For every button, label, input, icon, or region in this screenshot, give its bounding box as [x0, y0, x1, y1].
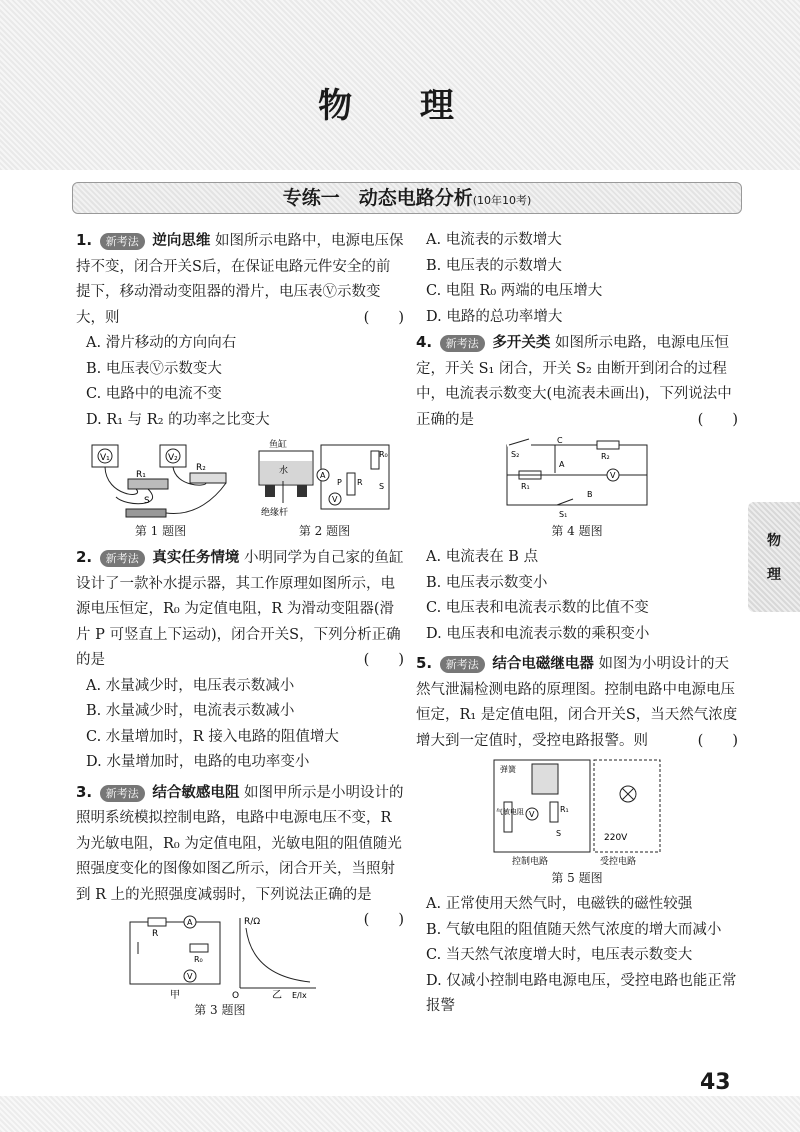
question-number: 5. — [416, 654, 433, 672]
fig4-label-r2: R₂ — [601, 452, 610, 461]
fig2-label-r: R — [356, 478, 363, 487]
q3-option-c: C. 电阻 R₀ 两端的电压增大 — [426, 283, 603, 299]
figure-5 — [492, 758, 662, 886]
figure-1-caption: 第 1 题图 — [134, 524, 187, 538]
fig1-label-s: S — [143, 496, 150, 506]
answer-blank: ( ) — [363, 912, 404, 928]
fig2-label-r0: R₀ — [378, 450, 388, 459]
fig3-label-origin: O — [231, 991, 239, 1000]
new-method-tag: 新考法 — [440, 335, 485, 352]
fig2-label-water: 水 — [278, 466, 288, 476]
option-d: D. 电压表和电流表示数的乘积变小 — [426, 625, 650, 642]
fig5-label-sensor: 气敏电阻 — [496, 808, 524, 816]
figure-3 — [120, 912, 320, 1018]
fig2-label-a: A — [319, 471, 325, 480]
fig4-label-v: V — [610, 471, 616, 480]
option-b: B. 电压表Ⓥ示数变大 — [86, 360, 222, 377]
figure-4 — [497, 437, 657, 539]
figure-5-drawing — [492, 758, 662, 868]
fig4-label-b: B — [587, 490, 593, 499]
page-title: 物 理 — [318, 86, 482, 126]
right-column — [416, 228, 738, 1024]
fig3-label-r-axis: R/Ω — [243, 917, 260, 927]
answer-blank: ( ) — [363, 309, 404, 326]
answer-blank: ( ) — [697, 411, 738, 428]
fig3-label-r0: R₀ — [193, 955, 203, 964]
fig4-label-r1: R₁ — [521, 482, 530, 491]
question-2 — [76, 545, 404, 776]
figure-3-drawing — [120, 912, 320, 1000]
option-a: A. 水量减少时，电压表示数减小 — [86, 677, 295, 694]
option-b: B. 电压表示数变小 — [426, 574, 548, 591]
fig2-label-p: P — [336, 478, 342, 487]
side-tab-char-2: 理 — [767, 567, 781, 583]
page-number: 43 — [700, 1070, 731, 1095]
question-5-options — [416, 892, 738, 1020]
section-title: 专练一 动态电路分析 — [282, 187, 473, 209]
question-stem: 如图所示电路中，电源电压保持不变，闭合开关S后，在保证电路元件安全的前提下，移动滑动变阻器的滑片，电压表Ⓥ示数变大，则 — [76, 233, 404, 326]
fig4-label-s2: S₂ — [511, 450, 520, 459]
figure-4-drawing — [497, 437, 657, 521]
option-d: D. 仅减小控制电路电源电压，受控电路也能正常报警 — [426, 972, 737, 1014]
fig2-label-s: S — [378, 482, 384, 491]
fig2-label-rod: 绝缘杆 — [260, 508, 288, 518]
fig5-label-spring: 弹簧 — [500, 765, 516, 774]
answer-blank: ( ) — [363, 652, 404, 668]
section-note: (10年10考) — [472, 194, 532, 207]
option-c: C. 电路中的电流不变 — [86, 386, 222, 402]
q3-option-d: D. 电路的总功率增大 — [426, 308, 563, 325]
new-method-tag: 新考法 — [100, 785, 145, 802]
question-keyword: 多开关类 — [492, 335, 551, 351]
footer-band — [0, 1096, 800, 1132]
fig5-label-r1: R₁ — [560, 805, 569, 814]
fig1-label-v2: V₂ — [167, 453, 178, 463]
figure-2-drawing — [255, 437, 395, 521]
figure-row-3 — [76, 912, 364, 1018]
fig1-label-v1: V₁ — [99, 453, 110, 463]
fig2-label-v: V — [331, 495, 337, 504]
new-method-tag: 新考法 — [440, 656, 485, 673]
figure-2-caption: 第 2 题图 — [298, 524, 351, 538]
subject-side-tab — [748, 502, 800, 612]
option-a: A. 滑片移动的方向向右 — [86, 335, 237, 351]
question-keyword: 逆向思维 — [152, 233, 211, 249]
question-number: 2. — [76, 548, 93, 566]
question-keyword: 真实任务情境 — [152, 550, 240, 566]
fig4-label-s1: S₁ — [559, 510, 568, 519]
fig3-label-a: A — [186, 918, 193, 927]
fig1-label-r1: R₁ — [135, 470, 146, 480]
option-b: B. 气敏电阻的阻值随天然气浓度的增大而减小 — [426, 921, 722, 938]
fig5-label-controlled: 受控电路 — [600, 857, 637, 867]
option-d: D. 水量增加时，电路的电功率变小 — [86, 754, 310, 770]
side-tab-char-1: 物 — [767, 533, 781, 549]
fig1-label-r2: R₂ — [195, 463, 206, 473]
fig2-label-tank: 鱼缸 — [268, 440, 287, 450]
option-a: A. 正常使用天然气时，电磁铁的磁性较强 — [426, 896, 693, 912]
fig3-label-r: R — [151, 929, 159, 939]
question-keyword: 结合敏感电阻 — [152, 784, 240, 801]
figure-2 — [255, 437, 395, 539]
fig5-label-v: V — [529, 810, 535, 819]
fig3-label-jia: 甲 — [169, 990, 180, 1000]
fig3-label-v: V — [186, 972, 193, 981]
figure-5-caption: 第 5 题图 — [551, 871, 603, 885]
question-stem: 小明同学为自己家的鱼缸设计了一款补水提示器，其工作原理如图所示，电源电压恒定，R₀ 为定值电阻，R 为滑动变阻器(滑片 P 可竖直上下运动)，闭合开关S，下列分析正确的是 — [76, 550, 404, 668]
fig4-label-c: C — [557, 437, 563, 445]
fig3-label-yi: 乙 — [271, 990, 282, 1000]
answer-blank: ( ) — [697, 732, 738, 749]
figure-row-4 — [416, 437, 738, 539]
question-1 — [76, 228, 404, 433]
section-title-bar — [72, 182, 742, 214]
fig4-label-a: A — [559, 460, 565, 469]
question-stem: 如图所示电路，电源电压恒定，开关 S₁ 闭合，开关 S₂ 由断开到闭合的过程中，电流表示数变大(电流表未画出)，下列说法中正确的是 — [416, 335, 732, 428]
q3-option-b: B. 电压表的示数增大 — [426, 257, 562, 274]
question-5 — [416, 651, 738, 754]
option-a: A. 电流表在 B 点 — [426, 549, 539, 565]
left-column — [76, 228, 404, 1024]
fig5-label-s: S — [556, 829, 562, 838]
new-method-tag: 新考法 — [100, 550, 145, 567]
option-c: C. 当天然气浓度增大时，电压表示数变大 — [426, 947, 693, 963]
figure-3-caption: 第 3 题图 — [194, 1003, 246, 1017]
figure-1-drawing — [86, 437, 236, 521]
question-number: 4. — [416, 333, 433, 351]
question-keyword: 结合电磁继电器 — [492, 656, 594, 672]
figure-4-caption: 第 4 题图 — [551, 524, 603, 538]
figure-row-1-2 — [76, 437, 404, 539]
question-4 — [416, 330, 738, 433]
fig5-label-control: 控制电路 — [512, 857, 549, 867]
q3-option-a: A. 电流表的示数增大 — [426, 232, 562, 248]
question-number: 1. — [76, 231, 93, 249]
figure-row-5 — [416, 758, 738, 886]
question-number: 3. — [76, 782, 93, 801]
option-c: C. 水量增加时，R 接入电路的阻值增大 — [86, 728, 339, 745]
fig5-label-220v: 220V — [604, 833, 628, 843]
question-stem: 如图为小明设计的天然气泄漏检测电路的原理图。控制电路中电源电压恒定，R₁ 是定值电阻，闭合开关S，当天然气浓度增大到一定值时，受控电路报警。则 — [416, 656, 738, 749]
question-stem: 如图甲所示是小明设计的照明系统模拟控制电路，电路中电源电压不变，R 为光敏电阻，R₀ 为定值电阻，光敏电阻的阻值随光照强度变化的图像如图乙所示，闭合开关，当照射到 R 上的光照强度减弱时，下列说法正确的是 — [76, 784, 404, 903]
question-4-options — [416, 545, 738, 647]
option-b: B. 水量减少时，电流表示数减小 — [86, 703, 295, 719]
new-method-tag: 新考法 — [100, 233, 145, 250]
fig3-label-e-axis: E/lx — [291, 991, 307, 1000]
option-c: C. 电压表和电流表示数的比值不变 — [426, 600, 649, 616]
figure-1 — [86, 437, 236, 539]
option-d: D. R₁ 与 R₂ 的功率之比变大 — [86, 411, 270, 428]
